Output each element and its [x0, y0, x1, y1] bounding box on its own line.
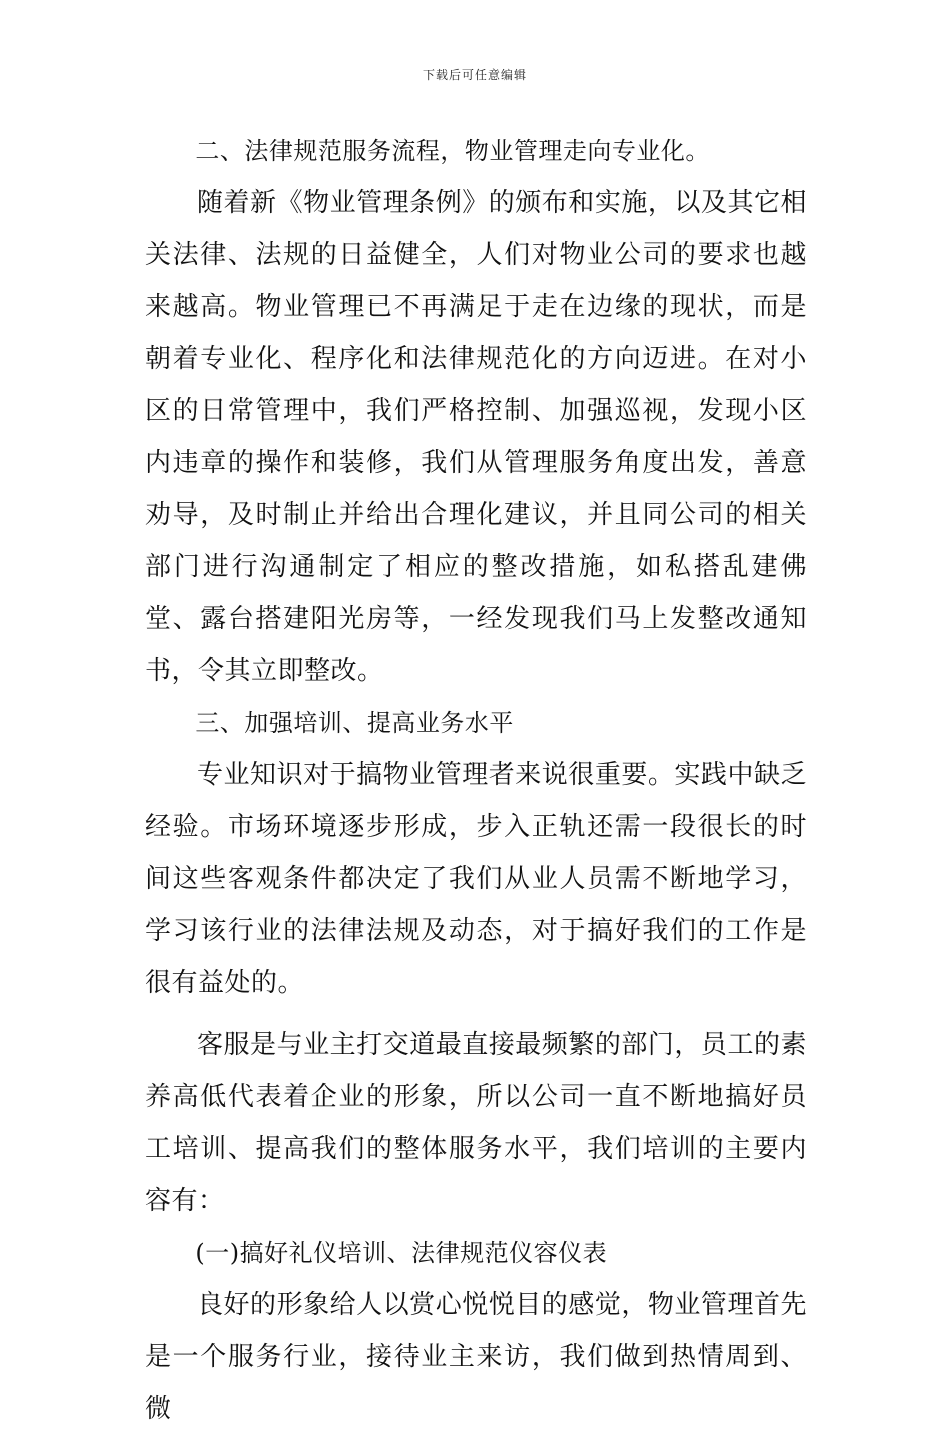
section-2-heading: 二、法律规范服务流程，物业管理走向专业化。: [195, 137, 710, 165]
subsection-1-heading: (一)搞好礼仪培训、法律规范仪容仪表: [195, 1239, 608, 1267]
section-3-paragraph-2: 客服是与业主打交道最直接最频繁的部门，员工的素养高低代表着企业的形象，所以公司一直不断地搞好员工培训、提高我们的整体服务水平，我们培训的主要内容有：: [145, 1030, 807, 1216]
section-3-heading: 三、加强培训、提高业务水平: [195, 709, 514, 737]
header-note: 下载后可任意编辑: [422, 68, 527, 82]
document-body: [145, 125, 807, 1435]
section-3-paragraph-1: 专业知识对于搞物业管理者来说很重要。实践中缺乏经验。市场环境逐步形成，步入正轨还需一段很长的时间这些客观条件都决定了我们从业人员需不断地学习，学习该行业的法律法规及动态，对于搞好我们的工作是很有益处的。: [145, 760, 807, 998]
subsection-1-paragraph: 良好的形象给人以赏心悦悦目的感觉，物业管理首先是一个服务行业，接待业主来访，我们做到热情周到、微: [145, 1290, 807, 1424]
section-2-paragraph: 随着新《物业管理条例》的颁布和实施，以及其它相关法律、法规的日益健全，人们对物业公司的要求也越来越高。物业管理已不再满足于走在边缘的现状，而是朝着专业化、程序化和法律规范化的方向迈进。在对小区的日常管理中，我们严格控制、加强巡视，发现小区内违章的操作和装修，我们从管理服务角度出发，善意劝导，及时制止并给出合理化建议，并且同公司的相关部门进行沟通制定了相应的整改措施，如私搭乱建佛堂、露台搭建阳光房等，一经发现我们马上发整改通知书，令其立即整改。: [145, 188, 807, 686]
